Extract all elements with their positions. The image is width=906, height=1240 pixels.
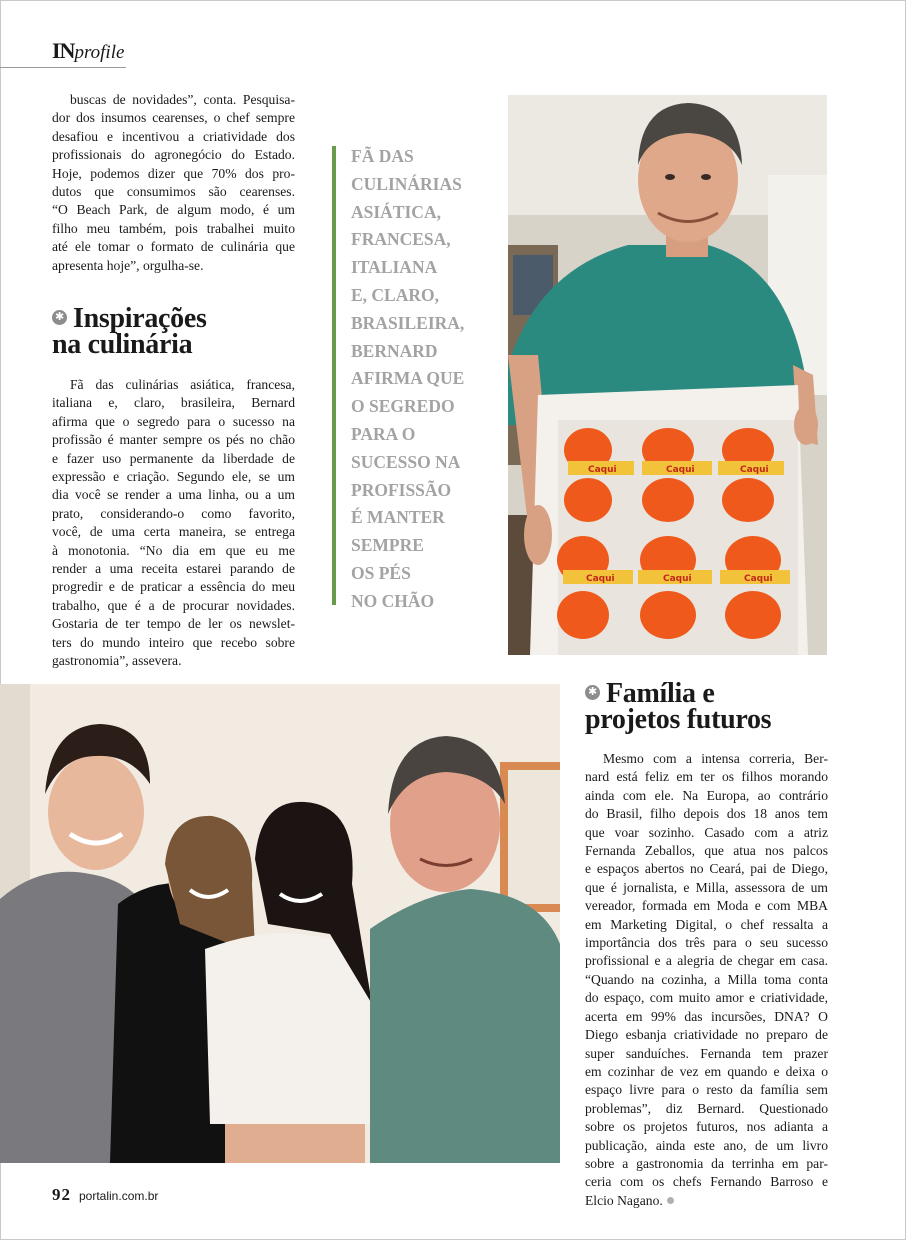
text-line: do espaço, com muito amor e criatividade, [585,990,828,1006]
site-url: portalin.com.br [79,1189,159,1203]
photo-chef-with-persimmons [508,95,827,655]
text-line: espaço livre para o resto da família sem [585,1082,828,1098]
heading-line: Inspirações [73,303,207,334]
text-line: em Marketing Digital, o chef ressalta a [585,916,828,932]
text-line: Fã das culinárias asiática, francesa, [70,377,295,392]
inspiracoes-paragraph [52,376,295,671]
crate-label: Caqui [740,465,769,475]
photo-family [0,684,560,1163]
crate-label: Caqui [588,465,617,475]
pull-quote-line: ASIÁTICA, [351,201,441,222]
pull-quote-line: ITALIANA [351,257,438,278]
pull-quote-line: É MANTER [351,507,445,528]
text-line: prato, considerando-o como favorito, [52,505,295,521]
text-line: que é jornalista, e Milla, assessora de um [585,879,828,895]
pull-quote-line: NO CHÃO [351,590,435,611]
text-line: vereador, formada em Moda e com MBA [585,898,828,914]
text-line: italiana e, claro, brasileira, Bernard [52,395,295,411]
text-line: Fernanda Zeballos, que atua nos palcos [585,843,828,859]
text-line: que voar sozinho. Casado com a atriz [585,824,828,840]
text-line: profissão é manter sempre os pés no chão [52,432,295,448]
section-label-profile: profile [74,42,125,63]
text-line: e espaços abertos no Ceará, pai de Diego, [585,861,828,877]
text-line: sobre a gastronomia da terrinha em par- [585,1155,828,1171]
text-line: filho meu também, pois trabalhei muito [52,220,295,236]
pull-quote-line: CULINÁRIAS [351,173,462,194]
text-line: do Brasil, filho depois dos 18 anos tem [585,806,828,822]
heading-line: na culinária [52,329,193,360]
text-line: trabalho, que é a de procurar novidades. [52,597,295,613]
text-line: Elcio Nagano. [585,1192,828,1210]
pull-quote [351,143,491,616]
text-line: Gostaria de ter tempo de ler os newslet- [52,616,295,632]
text-line: problemas”, diz Bernard. Questionado [585,1100,828,1116]
pull-quote-line: AFIRMA QUE [351,368,465,389]
pull-quote-bar [332,146,336,605]
text-line: sobre os projetos futuros, nos adianta a [585,1119,828,1135]
pull-quote-line: FRANCESA, [351,229,451,250]
header-rule [0,67,126,68]
heading-inspiracoes [52,303,207,360]
crate-label: Caqui [744,574,773,584]
intro-paragraph [52,91,295,275]
familia-paragraph [585,750,828,1210]
heading-bullet-icon [52,310,67,325]
text-line: em cozinhar de vez em quando e deixa o [585,1063,828,1079]
section-label [52,38,124,66]
heading-bullet-icon [585,685,600,700]
text-line: gastronomia”, assevera. [52,653,182,669]
text-line: buscas de novidades”, conta. Pesquisa- [70,92,295,107]
text-line: acerta em 99% das incursões, DNA? O [585,1008,828,1024]
pull-quote-line: BRASILEIRA, [351,312,465,333]
crate-label: Caqui [586,574,615,584]
text-line: expressão e criação. Segundo ele, se um [52,469,295,485]
crate-label: Caqui [663,574,692,584]
text-line: nard está feliz em ter os filhos morando [585,769,828,785]
pull-quote-line: PARA O [351,423,416,444]
page-number: 92 [52,1185,71,1204]
photo-chef-illustration [508,95,827,655]
text-line: e fazer uso permanente da liberdade de [52,450,295,466]
text-line: “Quando na cozinha, a Milla toma conta [585,971,828,987]
pull-quote-line: PROFISSÃO [351,479,452,500]
text-line: publicação, ainda este ano, de um livro [585,1137,828,1153]
photo-family-illustration [0,684,560,1163]
text-line: render a uma receita estarei parando de [52,561,295,577]
text-line: até ele tomar o formato de culinária que [52,239,295,255]
pull-quote-line: BERNARD [351,340,438,361]
text-line: Diego esbanja criatividade no preparo de [585,1027,828,1043]
section-label-in: IN [52,38,75,63]
pull-quote-line: OS PÉS [351,562,411,583]
text-line: afirma que o segredo para o sucesso na [52,413,295,429]
text-line: dor dos insumos cearenses, o chef sempre [52,110,295,126]
text-line: super sanduíches. Fernanda tem prazer [585,1045,828,1061]
heading-line: Família e [606,678,715,709]
text-line: “O Beach Park, de algum modo, é um [52,202,295,218]
text-line: Hoje, podemos dizer que 70% dos pro- [52,165,295,181]
end-mark-icon [667,1197,674,1204]
pull-quote-line: E, CLARO, [351,284,439,305]
text-line: importância dos três para o seu sucesso [585,935,828,951]
text-line: ceria com os chefs Fernando Barroso e [585,1174,828,1190]
text-line: profissionais do agronegócio do Estado. [52,147,295,163]
heading-line: projetos futuros [585,704,772,735]
text-line: apresenta hoje”, orgulha-se. [52,257,204,273]
text-line: à monotonia. “No dia em que eu me [52,542,295,558]
pull-quote-line: O SEGREDO [351,396,455,417]
text-line: profissional e a alegria de chegar em casa. [585,953,828,969]
footer [52,1185,158,1206]
text-line: dia você se render a uma linha, ou a um [52,487,295,503]
crate-label: Caqui [666,465,695,475]
text-line: dutos que consumimos são cearenses. [52,184,295,200]
text-line: ters do mundo inteiro que recebo sobre [52,634,295,650]
pull-quote-line: FÃ DAS [351,146,414,166]
text-line: Mesmo com a intensa correria, Ber- [603,751,828,766]
text-line: desafiou e incentivou a criatividade dos [52,128,295,144]
pull-quote-line: SUCESSO NA [351,451,461,472]
pull-quote-line: SEMPRE [351,535,424,556]
text-line: ainda com ele. Na Europa, ao contrário [585,787,828,803]
text-line: progredir e de praticar a essência do meu [52,579,295,595]
heading-familia [585,678,772,735]
text-line: você, de uma certa maneira, se entrega [52,524,295,540]
